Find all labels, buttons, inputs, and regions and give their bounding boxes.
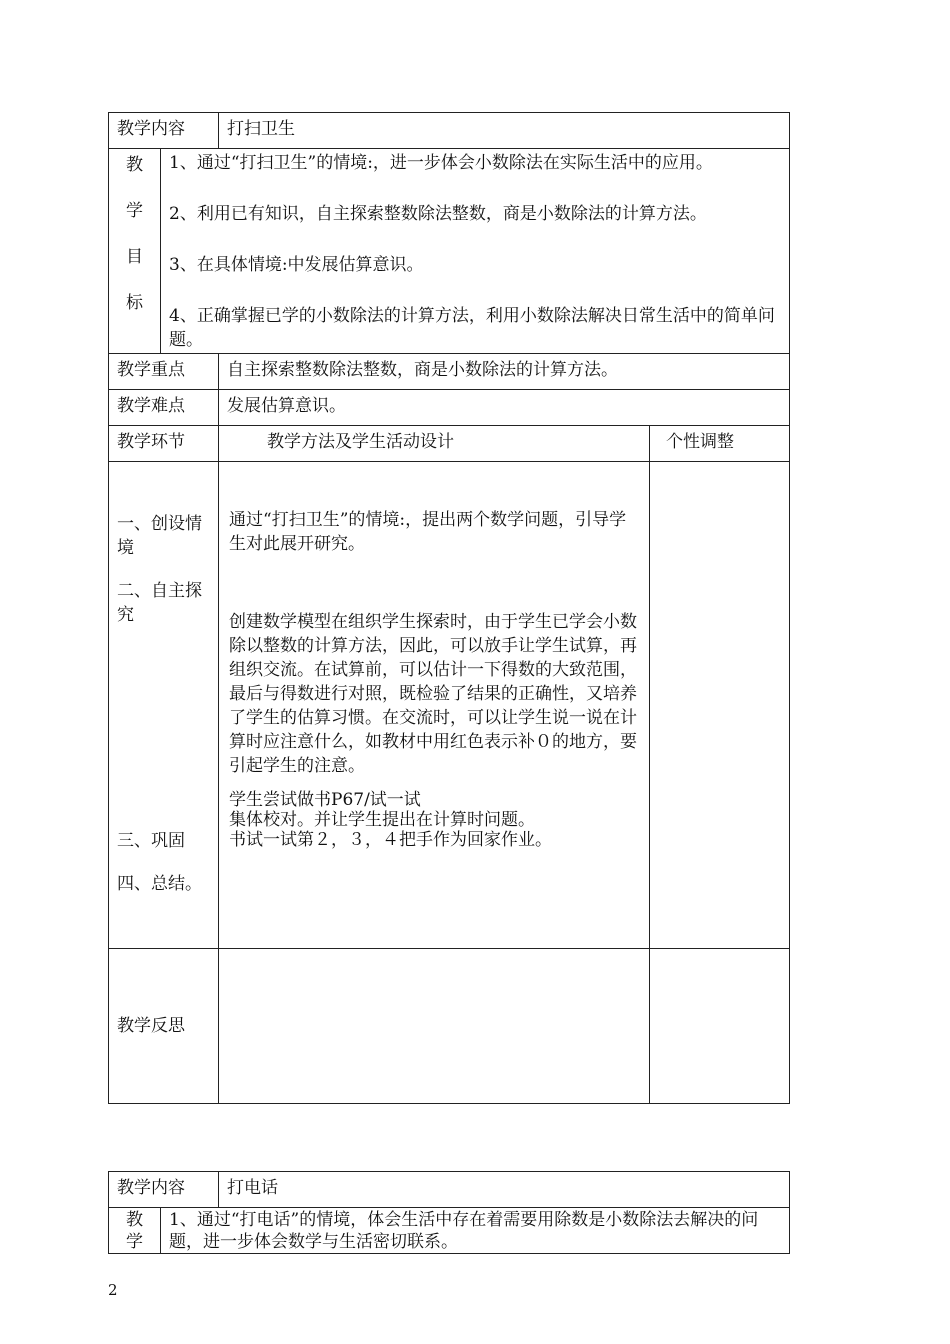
reflection-adjust xyxy=(650,949,790,1104)
difficulty-label: 教学难点 xyxy=(109,390,219,426)
goals-cell xyxy=(161,149,790,354)
method-line: 集体校对。并让学生提出在计算时问题。 xyxy=(229,810,535,830)
method-line: 学生尝试做书P67/试一试 xyxy=(229,790,421,810)
reflection-content xyxy=(219,949,650,1104)
content-label: 教学内容 xyxy=(109,1172,219,1208)
goal-label-char: 学 xyxy=(126,201,143,221)
method-paragraph: 创建数学模型在组织学生探索时，由于学生已学会小数除以整数的计算方法，因此，可以放手让学生试算，再组织交流。在试算前，可以估计一下得数的大致范围，最后与得数进行对照，既检验了结果的正确性，又培养了学生的估算习惯。在交流时，可以让学生说一说在计算时应注意什么，如教材中用红色表示补０的地方，要引起学生的注意。 xyxy=(229,612,637,776)
goal-label xyxy=(109,1208,161,1254)
method-paragraph: 通过“打扫卫生”的情境:，提出两个数学问题，引导学生对此展开研究。 xyxy=(229,510,627,554)
goal-item: 1、通过“打电话”的情境，体会生活中存在着需要用除数是小数除法去解决的问题，进一步体会数学与生活密切联系。 xyxy=(169,1210,759,1252)
content-label: 教学内容 xyxy=(109,113,219,149)
content-value: 打扫卫生 xyxy=(219,113,790,149)
header-adjust: 个性调整 xyxy=(650,426,790,462)
lesson-table-2 xyxy=(108,1171,790,1254)
goals-cell xyxy=(161,1208,790,1254)
goal-label-char: 标 xyxy=(126,293,143,313)
difficulty-value: 发展估算意识。 xyxy=(219,390,790,426)
goal-item: 4、正确掌握已学的小数除法的计算方法，利用小数除法解决日常生活中的简单问题。 xyxy=(169,306,775,350)
page-number: 2 xyxy=(108,1281,118,1299)
goal-item: 2、利用已有知识，自主探索整数除法整数，商是小数除法的计算方法。 xyxy=(169,204,707,224)
method-line: 书试一试第２，３，４把手作为回家作业。 xyxy=(229,830,552,850)
stage-item: 三、巩固 xyxy=(117,831,185,851)
goal-label-char: 教 xyxy=(126,155,143,175)
key-point-value: 自主探索整数除法整数，商是小数除法的计算方法。 xyxy=(219,354,790,390)
goal-item: 1、通过“打扫卫生”的情境:，进一步体会小数除法在实际生活中的应用。 xyxy=(169,153,713,173)
lesson-table-1 xyxy=(108,112,790,1104)
header-stage: 教学环节 xyxy=(109,426,219,462)
reflection-label: 教学反思 xyxy=(109,949,219,1104)
header-method: 教学方法及学生活动设计 xyxy=(219,426,650,462)
content-value: 打电话 xyxy=(219,1172,790,1208)
key-point-label: 教学重点 xyxy=(109,354,219,390)
method-cell xyxy=(219,462,650,949)
goal-label-char: 教 xyxy=(126,1210,143,1230)
goal-label xyxy=(109,149,161,354)
goal-label-char: 目 xyxy=(126,247,143,267)
stage-item: 四、总结。 xyxy=(117,874,202,894)
goal-label-char: 学 xyxy=(126,1232,143,1252)
stage-item: 一、创设情境 xyxy=(117,514,202,558)
stages-cell xyxy=(109,462,219,949)
goal-item: 3、在具体情境:中发展估算意识。 xyxy=(169,255,424,275)
adjust-cell xyxy=(650,462,790,949)
stage-item: 二、自主探究 xyxy=(117,581,202,625)
